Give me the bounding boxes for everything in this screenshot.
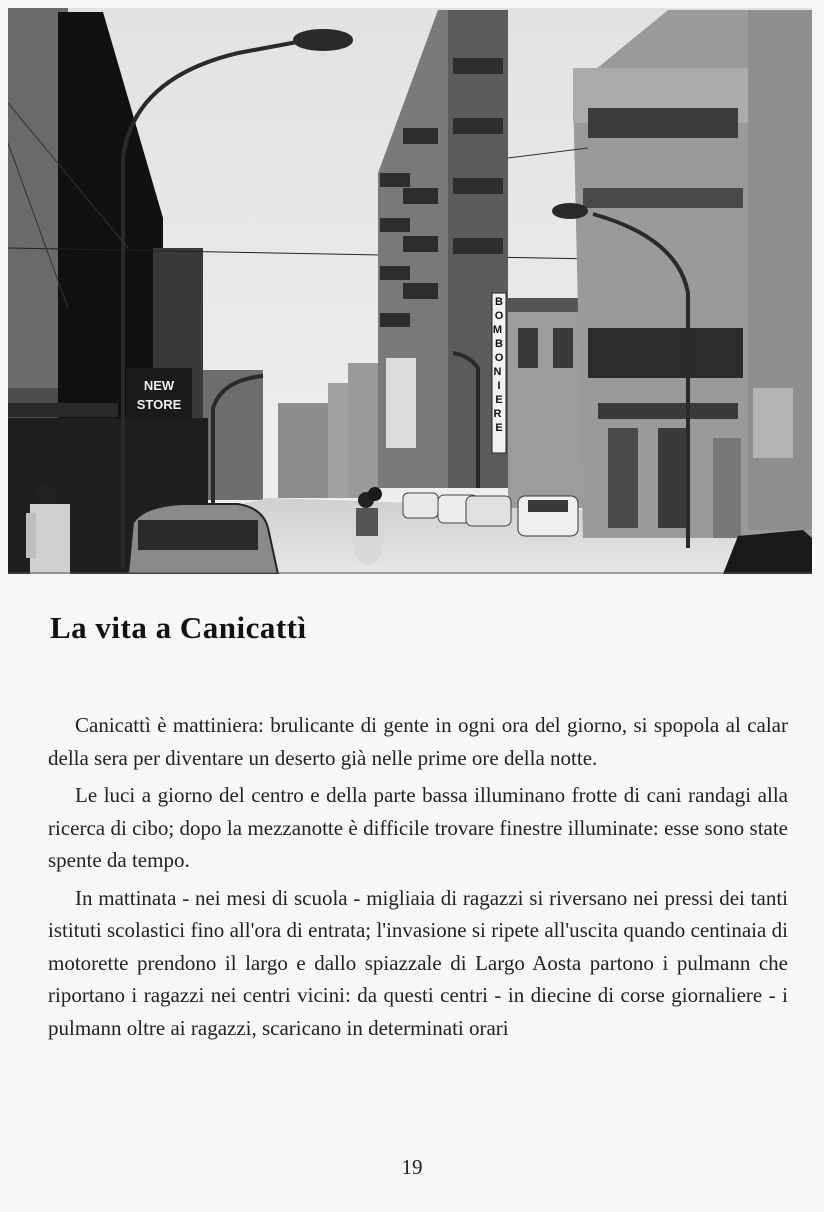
svg-text:BOM BON IER: B O M B O N I E R E	[492, 296, 504, 434]
bomboniere-sign	[492, 293, 506, 453]
new-store-sign	[126, 368, 192, 420]
page-title: La vita a Canicattì	[50, 610, 307, 645]
middle-right-buildings	[508, 298, 583, 508]
foreground-car	[128, 504, 278, 574]
paragraph: Canicattì è mattiniera: brulicante di gente in ogni ora del giorno, si spopola al calar della sera per diventare un deserto già nelle prime ore della notte.	[48, 713, 788, 770]
page-number: 19	[401, 1155, 423, 1179]
svg-text:STORE: STORE	[136, 397, 182, 412]
body-text	[48, 709, 788, 1049]
street-photo	[8, 8, 812, 574]
paragraph: In mattinata - nei mesi di scuola - migliaia di ragazzi si riversano nei pressi dei tanti istituti scolastici fino all'ora di entrata; l'invasione si ripete all'uscita quando centinaia di motorette prendono il largo e dallo spiazzale di Largo Aosta partono i pulmann che riportano i ragazzi nei centri vicini: da questi centri - in diecine di corse giornaliere - i pulmann oltre ai ragazzi, scaricano in determinati orari	[48, 885, 788, 1040]
svg-text:NEW: NEW	[143, 378, 175, 393]
paragraph: Le luci a giorno del centro e della parte bassa illuminano frotte di cani randagi alla ricerca di cibo; dopo la mezzanotte è difficile trovare finestre illuminate: esse sono state spente da tempo.	[48, 783, 788, 872]
right-building	[573, 10, 812, 538]
